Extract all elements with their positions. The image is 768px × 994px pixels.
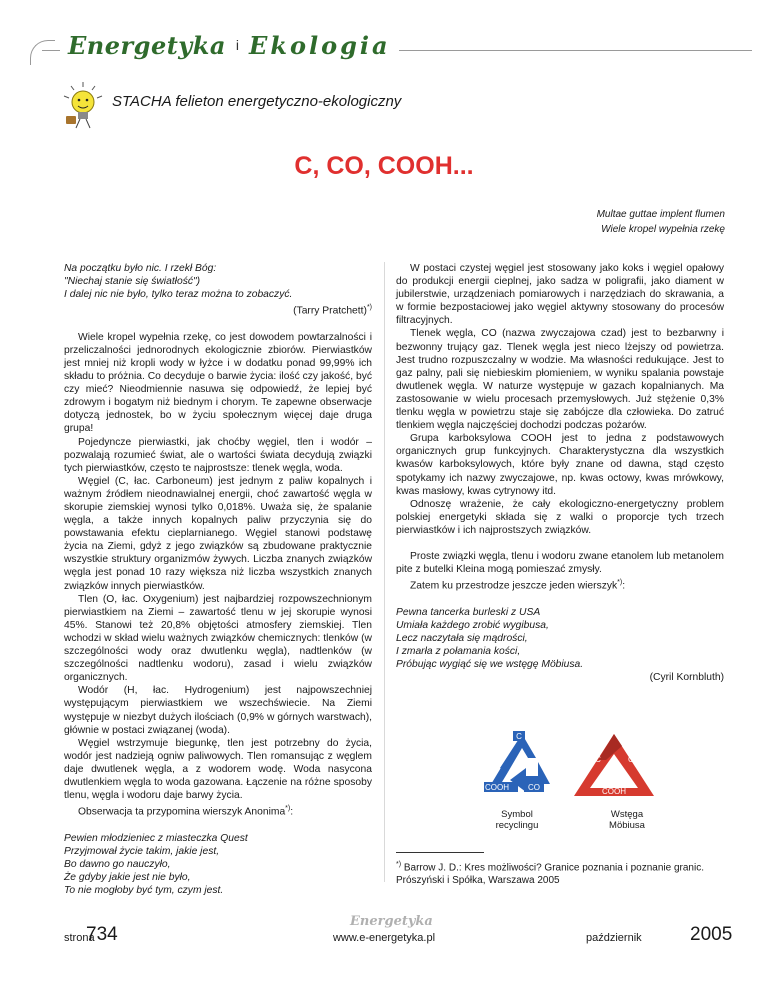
left-column xyxy=(64,262,372,897)
column-separator xyxy=(384,262,385,882)
paragraph: Tlenek węgla, CO (nazwa zwyczajowa czad) jest to bezbarwny i bezwonny trujący gaz. Tlenek węgla jest nieco lżejszy od powietrza. Jest trudno rozpuszczalny w wodzie. Ma własności redukujące. Jest to gaz palny, pali się niebieskim płomieniem, w wyniku spalania powstaje dwutlenek węgla. W naturze występuje w gazach kopalnianych. Ma zastosowanie w wielu procesach przemysłowych. Już stężenie 0,3% tlenku węgla w powietrzu staje się zabójcze dla człowieka. Do zatruć tlenkiem węgla najczęściej dochodzi podczas pożarów. xyxy=(396,328,724,432)
article-title: C, CO, COOH... xyxy=(294,152,474,180)
poem-line: To nie mogłoby być tym, czym jest. xyxy=(64,885,224,897)
footer-page-number: 734 xyxy=(86,924,118,945)
paragraph: Obserwacja ta przypomina wierszyk Anonima*): xyxy=(78,805,294,818)
paragraph: Węgiel (C, łac. Carboneum) jest jednym z paliw kopalnych i ważnym źródłem nieodnawialnej energii, choć zawartość węgla w skorupie ziemskiej wynosi tylko 0,018%. Uważa się, że spalanie węgla, a także innych kopalnych paliw przyczynia się do powstawania efektu cieplarnianego. Węgiel stanowi podstawę życia na Ziemi, gdyż z jego związków są zbudowane praktycznie wszystkie struktury organizmów żywych. Liczba znanych związków węgla jest ponad 10 razy większa niż liczba wszystkich znanych związków innych pierwiastków. xyxy=(64,475,372,592)
footnote-rule xyxy=(396,852,484,853)
poem-line: Pewien młodzieniec z miasteczka Quest xyxy=(64,832,248,844)
paragraph: Odnoszę wrażenie, że cały ekologiczno-energetyczny problem polskiej energetyki składa się z walki o proporcje tych trzech pierwiastków i ich najprostszych związków. xyxy=(396,498,724,536)
poem-line: Lecz naczytała się mądrości, xyxy=(396,632,528,644)
paragraph: Zatem ku przestrodze jeszcze jeden wierszyk*): xyxy=(410,579,626,592)
magazine-brand xyxy=(60,30,399,60)
paragraph: Pojedyncze pierwiastki, jak choćby węgiel, tlen i wodór – pozwalają rozumieć świat, ale o wartości świata decydują związki tych pierwiastków, często te najprostsze: tlenek węgla, woda. xyxy=(64,436,372,474)
paragraph: Grupa karboksylowa COOH jest to jedna z podstawowych organicznych grup funkcyjnych. Charakterystyczna dla wszystkich kwasów karboksylowych, które były znane od dawna, stąd często spotykamy ich nazwy zwyczajowe, np. kwas octowy, kwas mrówkowy, kwas masłowy, kwas cytrynowy itd. xyxy=(396,433,724,497)
poem-attribution: (Cyril Kornbluth) xyxy=(649,672,724,684)
footer-logo: Energetyka xyxy=(350,914,433,929)
poem-line: Że gdyby jakie jest nie było, xyxy=(64,871,191,883)
quote-line: "Niechaj stanie się światłość") xyxy=(64,276,201,288)
motto xyxy=(597,207,725,237)
paragraph: Wiele kropel wypełnia rzekę, co jest dowodem powtarzalności i przeliczalności jednorodnych ekologicznie zbiorów. Pierwiastków jest mniej niż kropli wody w łyżce i w dodatku ponad 99,99% ich składu to próżnia. Co decyduje o barwie życia: ilość czy jakość, być czy mieć? Nieodmiennie nasuwa się odpowiedź, że lepiej być zdrowym i bogatym niż biednym i chorym. Te zapewne obserwacje dotyczą jednostek, bo w życiu społecznym więcej daje druga grupa! xyxy=(64,331,372,435)
poem-line: Pewna tancerka burleski z USA xyxy=(396,606,541,618)
mobius-label-c: C xyxy=(595,755,601,764)
poem-line: Bo dawno go nauczyło, xyxy=(64,858,171,870)
quote-line: I dalej nic nie było, tylko teraz można to zobaczyć. xyxy=(64,289,293,301)
recycle-label-cooh: COOH xyxy=(485,783,509,792)
brand-ekologia: Ekologia xyxy=(249,30,391,60)
brand-and: i xyxy=(235,37,240,53)
paragraph: Wodór (H, łac. Hydrogenium) jest najpowszechniej występującym pierwiastkiem we wszechświecie. Na Ziemi występuje w niezbyt dużych ilościach (0,9% w górnych warstwach), głównie w postaci związanej (woda). xyxy=(64,685,372,736)
paragraph: Tlen (O, łac. Oxygenium) jest najbardziej rozpowszechnionym pierwiastkiem na Ziemi – zawartość tlenu w jej skorupie wynosi 45%. Stanowi też 20,8% objętości atmosfery ziemskiej. Tlen wchodzi w skład wielu ważnych związków chemicznych: tlenków (w szczególności wody oraz dwutlenku węgla), nadtlenków (w szczególności nadtlenku wodoru), zasad i wielu związków organicznych. xyxy=(64,593,372,684)
figure-graphic xyxy=(472,730,672,802)
header-rule-curve xyxy=(30,40,55,65)
series-title: STACHA felieton energetyczno-ekologiczny xyxy=(112,93,402,110)
recycle-label-c: C xyxy=(516,732,522,741)
paragraph: Węgiel wstrzymuje biegunkę, tlen jest potrzebny do życia, wodór jest nadzieją ogniw paliwowych. Tlen romansując z węglem daje dwutlenek węgla, a z wodorem wodę. Woda nasycona dwutlenkiem węgla to woda gazowana. Łączenie na różne sposoby tlenu, węgla i wodoru daje barwy życia. xyxy=(64,737,372,802)
recycle-label-co: CO xyxy=(528,783,540,792)
mobius-label-cooh: COOH xyxy=(602,787,626,796)
footer-url[interactable]: www.e-energetyka.pl xyxy=(332,932,436,944)
poem-line: I zmarła z połamania kości, xyxy=(396,645,521,657)
footer-year: 2005 xyxy=(690,924,733,945)
poem-line: Próbując wygiąć się we wstęgę Möbiusa. xyxy=(396,659,584,671)
caption-recycling: Symbol recyclingu xyxy=(495,809,539,831)
right-column xyxy=(396,262,724,684)
lightbulb-mascot-icon xyxy=(60,80,106,130)
caption-mobius: Wstęga Möbiusa xyxy=(609,809,645,831)
poem-line: Umiała każdego zrobić wygibusa, xyxy=(396,619,549,631)
poem-line: Przyjmował życie takim, jakie jest, xyxy=(64,845,220,857)
footer-page-label: strona xyxy=(64,932,95,944)
mobius-label-co: CO xyxy=(628,755,640,764)
paragraph: Proste związki węgla, tlenu i wodoru zwane etanolem lub metanolem pite z butelki Kleina mogą pomieszać zmysły. xyxy=(396,550,724,576)
motto-latin: Multae guttae implent flumen xyxy=(596,209,725,220)
brand-energetyka: Energetyka xyxy=(68,30,226,60)
footnote: *) Barrow J. D.: Kres możliwości? Granice poznania i poznanie granic. Prószyński i Spółka, Warszawa 2005 xyxy=(396,861,704,887)
motto-polish: Wiele kropel wypełnia rzekę xyxy=(601,224,725,235)
quote-line: Na początku było nic. I rzekł Bóg: xyxy=(64,263,217,274)
footer-month: październik xyxy=(586,932,642,944)
paragraph: W postaci czystej węgiel jest stosowany jako koks i węgiel opałowy do produkcji energii cieplnej, jako sadza w poligrafii, jako diament w jubilerstwie, urządzeniach pomiarowych i narzędziach do skrawania, a w formie bezpostaciowej jako węgiel aktywny stosowany do procesów filtracyjnych. xyxy=(396,263,724,327)
quote-attribution: (Tarry Pratchett)*) xyxy=(293,304,372,317)
figure-recycling-mobius xyxy=(472,730,672,831)
